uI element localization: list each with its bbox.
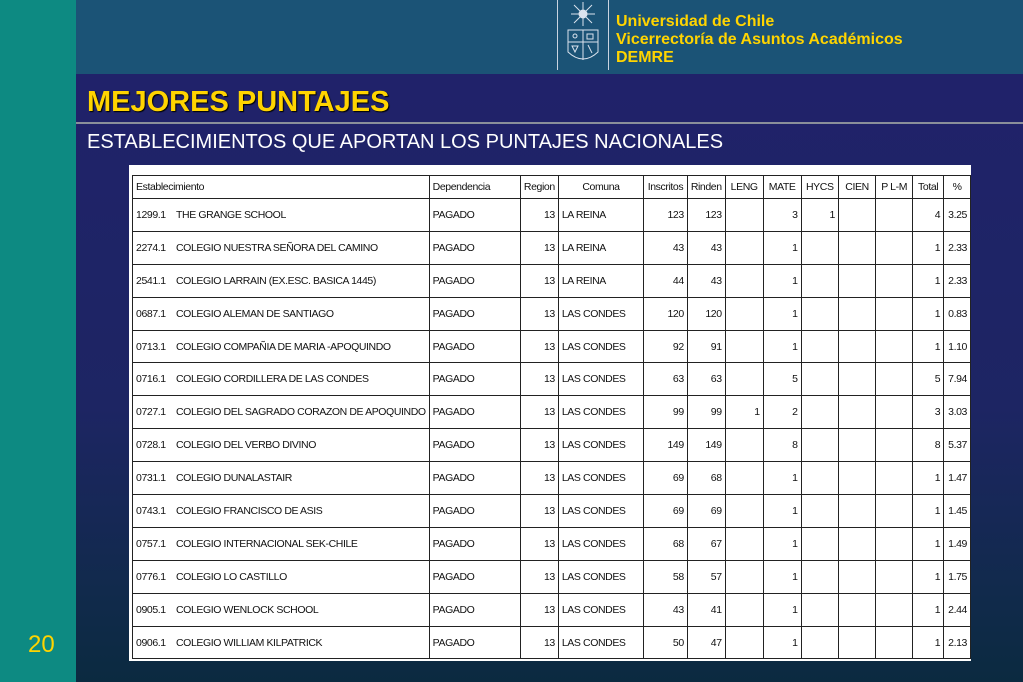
cell-hycs [801, 626, 838, 659]
cell-total: 1 [913, 560, 944, 593]
establecimiento-code: 0743.1 [136, 504, 166, 517]
cell-percent: 2.33 [944, 264, 971, 297]
cell-percent: 2.33 [944, 231, 971, 264]
cell-inscritos: 120 [644, 297, 688, 330]
establecimiento-name: COLEGIO COMPAÑIA DE MARIA -APOQUINDO [176, 340, 391, 353]
cell-plm [876, 264, 913, 297]
cell-hycs [801, 560, 838, 593]
cell-leng [725, 264, 763, 297]
cell-rinden: 41 [687, 593, 725, 626]
cell-hycs [801, 462, 838, 495]
title-divider [76, 122, 1023, 124]
vicerrectoria-name: Vicerrectoría de Asuntos Académicos [616, 31, 903, 48]
cell-inscritos: 68 [644, 527, 688, 560]
cell-inscritos: 69 [644, 495, 688, 528]
cell-establecimiento [133, 626, 430, 659]
cell-hycs [801, 297, 838, 330]
establecimiento-name: COLEGIO NUESTRA SEÑORA DEL CAMINO [176, 241, 378, 254]
cell-hycs [801, 396, 838, 429]
cell-plm [876, 363, 913, 396]
cell-establecimiento [133, 297, 430, 330]
col-header-plm: P L-M [876, 176, 913, 199]
cell-inscritos: 43 [644, 593, 688, 626]
results-table-container [129, 165, 971, 661]
cell-cien [838, 231, 875, 264]
cell-inscritos: 58 [644, 560, 688, 593]
cell-cien [838, 363, 875, 396]
establecimiento-code: 0713.1 [136, 340, 166, 353]
cell-mate: 1 [763, 297, 801, 330]
cell-region: 13 [520, 429, 558, 462]
cell-dependencia: PAGADO [429, 297, 520, 330]
cell-hycs [801, 429, 838, 462]
establecimiento-name: COLEGIO DUNALASTAIR [176, 472, 292, 485]
university-header-text [616, 13, 903, 67]
cell-total: 5 [913, 363, 944, 396]
establecimiento-code: 0731.1 [136, 472, 166, 485]
cell-mate: 2 [763, 396, 801, 429]
cell-rinden: 149 [687, 429, 725, 462]
cell-leng [725, 462, 763, 495]
cell-establecimiento [133, 264, 430, 297]
table-row [133, 297, 971, 330]
cell-leng [725, 527, 763, 560]
cell-comuna: LAS CONDES [558, 429, 643, 462]
cell-comuna: LAS CONDES [558, 626, 643, 659]
cell-inscritos: 44 [644, 264, 688, 297]
cell-rinden: 63 [687, 363, 725, 396]
col-header-percent: % [944, 176, 971, 199]
cell-leng [725, 330, 763, 363]
col-header-total: Total [913, 176, 944, 199]
cell-establecimiento [133, 495, 430, 528]
col-header-comuna: Comuna [558, 176, 643, 199]
establecimiento-code: 0687.1 [136, 307, 166, 320]
cell-rinden: 123 [687, 199, 725, 232]
cell-rinden: 57 [687, 560, 725, 593]
cell-leng [725, 297, 763, 330]
cell-dependencia: PAGADO [429, 462, 520, 495]
cell-percent: 0.83 [944, 297, 971, 330]
cell-cien [838, 429, 875, 462]
cell-mate: 1 [763, 560, 801, 593]
cell-establecimiento [133, 231, 430, 264]
cell-inscritos: 92 [644, 330, 688, 363]
cell-dependencia: PAGADO [429, 396, 520, 429]
cell-leng [725, 231, 763, 264]
cell-hycs [801, 363, 838, 396]
cell-region: 13 [520, 199, 558, 232]
col-header-hycs: HYCS [801, 176, 838, 199]
cell-dependencia: PAGADO [429, 626, 520, 659]
slide-title: MEJORES PUNTAJES [87, 86, 390, 118]
cell-inscritos: 123 [644, 199, 688, 232]
cell-rinden: 91 [687, 330, 725, 363]
cell-inscritos: 43 [644, 231, 688, 264]
cell-plm [876, 199, 913, 232]
cell-region: 13 [520, 330, 558, 363]
cell-rinden: 68 [687, 462, 725, 495]
cell-dependencia: PAGADO [429, 330, 520, 363]
cell-region: 13 [520, 495, 558, 528]
cell-percent: 2.13 [944, 626, 971, 659]
cell-leng [725, 593, 763, 626]
cell-comuna: LAS CONDES [558, 363, 643, 396]
cell-cien [838, 593, 875, 626]
cell-percent: 1.47 [944, 462, 971, 495]
establecimiento-code: 0727.1 [136, 406, 166, 419]
table-row [133, 330, 971, 363]
cell-plm [876, 231, 913, 264]
cell-percent: 1.75 [944, 560, 971, 593]
establecimiento-name: COLEGIO ALEMAN DE SANTIAGO [176, 307, 334, 320]
establecimiento-name: THE GRANGE SCHOOL [176, 208, 286, 221]
establecimiento-name: COLEGIO LARRAIN (EX.ESC. BASICA 1445) [176, 274, 376, 287]
cell-total: 1 [913, 264, 944, 297]
cell-establecimiento [133, 593, 430, 626]
cell-mate: 1 [763, 527, 801, 560]
cell-establecimiento [133, 462, 430, 495]
table-row [133, 199, 971, 232]
page-number: 20 [28, 631, 55, 658]
cell-comuna: LAS CONDES [558, 462, 643, 495]
cell-comuna: LAS CONDES [558, 593, 643, 626]
cell-establecimiento [133, 429, 430, 462]
cell-dependencia: PAGADO [429, 527, 520, 560]
establecimiento-code: 2274.1 [136, 241, 166, 254]
cell-dependencia: PAGADO [429, 560, 520, 593]
establecimiento-name: COLEGIO DEL VERBO DIVINO [176, 439, 316, 452]
establecimiento-code: 0905.1 [136, 603, 166, 616]
establecimiento-name: COLEGIO CORDILLERA DE LAS CONDES [176, 373, 369, 386]
cell-dependencia: PAGADO [429, 264, 520, 297]
cell-rinden: 69 [687, 495, 725, 528]
cell-cien [838, 199, 875, 232]
cell-hycs [801, 593, 838, 626]
table-row [133, 264, 971, 297]
table-row [133, 560, 971, 593]
table-row [133, 495, 971, 528]
table-header-row [133, 176, 971, 199]
left-accent-bar [0, 0, 76, 682]
cell-cien [838, 527, 875, 560]
establecimiento-name: COLEGIO DEL SAGRADO CORAZON DE APOQUINDO [176, 406, 426, 419]
table-row [133, 429, 971, 462]
cell-hycs [801, 527, 838, 560]
cell-percent: 1.45 [944, 495, 971, 528]
cell-establecimiento [133, 560, 430, 593]
cell-leng [725, 199, 763, 232]
cell-comuna: LA REINA [558, 231, 643, 264]
cell-total: 4 [913, 199, 944, 232]
cell-dependencia: PAGADO [429, 199, 520, 232]
cell-establecimiento [133, 330, 430, 363]
col-header-rinden: Rinden [687, 176, 725, 199]
cell-total: 1 [913, 231, 944, 264]
table-row [133, 231, 971, 264]
cell-cien [838, 330, 875, 363]
establecimiento-name: COLEGIO WENLOCK SCHOOL [176, 603, 319, 616]
cell-leng [725, 626, 763, 659]
cell-region: 13 [520, 626, 558, 659]
cell-inscritos: 50 [644, 626, 688, 659]
establecimiento-name: COLEGIO WILLIAM KILPATRICK [176, 636, 323, 649]
cell-cien [838, 626, 875, 659]
cell-percent: 3.03 [944, 396, 971, 429]
cell-hycs [801, 231, 838, 264]
cell-inscritos: 63 [644, 363, 688, 396]
cell-dependencia: PAGADO [429, 495, 520, 528]
cell-region: 13 [520, 264, 558, 297]
cell-mate: 1 [763, 231, 801, 264]
cell-hycs: 1 [801, 199, 838, 232]
cell-dependencia: PAGADO [429, 429, 520, 462]
cell-percent: 7.94 [944, 363, 971, 396]
cell-plm [876, 527, 913, 560]
cell-dependencia: PAGADO [429, 363, 520, 396]
cell-region: 13 [520, 396, 558, 429]
cell-total: 1 [913, 330, 944, 363]
cell-cien [838, 495, 875, 528]
table-body [133, 199, 971, 659]
cell-comuna: LA REINA [558, 199, 643, 232]
establecimiento-name: COLEGIO INTERNACIONAL SEK-CHILE [176, 537, 358, 550]
cell-mate: 1 [763, 330, 801, 363]
university-name: Universidad de Chile [616, 13, 775, 30]
cell-percent: 2.44 [944, 593, 971, 626]
cell-cien [838, 297, 875, 330]
cell-establecimiento [133, 396, 430, 429]
cell-mate: 1 [763, 593, 801, 626]
cell-total: 1 [913, 495, 944, 528]
unit-name: DEMRE [616, 49, 674, 66]
cell-leng [725, 495, 763, 528]
col-header-region: Region [520, 176, 558, 199]
cell-cien [838, 264, 875, 297]
establecimiento-code: 0906.1 [136, 636, 166, 649]
col-header-mate: MATE [763, 176, 801, 199]
cell-total: 1 [913, 527, 944, 560]
table-row [133, 527, 971, 560]
cell-dependencia: PAGADO [429, 593, 520, 626]
cell-establecimiento [133, 527, 430, 560]
cell-rinden: 67 [687, 527, 725, 560]
cell-rinden: 47 [687, 626, 725, 659]
table-row [133, 396, 971, 429]
results-table [132, 175, 971, 659]
col-header-leng: LENG [725, 176, 763, 199]
cell-cien [838, 560, 875, 593]
cell-comuna: LAS CONDES [558, 396, 643, 429]
cell-establecimiento [133, 363, 430, 396]
cell-leng [725, 429, 763, 462]
cell-plm [876, 330, 913, 363]
establecimiento-name: COLEGIO LO CASTILLO [176, 570, 287, 583]
cell-rinden: 120 [687, 297, 725, 330]
cell-region: 13 [520, 297, 558, 330]
cell-region: 13 [520, 231, 558, 264]
cell-comuna: LA REINA [558, 264, 643, 297]
cell-region: 13 [520, 363, 558, 396]
cell-rinden: 43 [687, 264, 725, 297]
establecimiento-code: 0716.1 [136, 373, 166, 386]
cell-region: 13 [520, 560, 558, 593]
cell-plm [876, 462, 913, 495]
col-header-establecimiento: Establecimiento [133, 176, 430, 199]
cell-leng: 1 [725, 396, 763, 429]
cell-comuna: LAS CONDES [558, 560, 643, 593]
cell-inscritos: 99 [644, 396, 688, 429]
cell-cien [838, 396, 875, 429]
cell-plm [876, 297, 913, 330]
table-row [133, 363, 971, 396]
cell-percent: 1.10 [944, 330, 971, 363]
col-header-dependencia: Dependencia [429, 176, 520, 199]
cell-plm [876, 626, 913, 659]
cell-mate: 1 [763, 626, 801, 659]
establecimiento-code: 0776.1 [136, 570, 166, 583]
cell-total: 1 [913, 593, 944, 626]
cell-rinden: 99 [687, 396, 725, 429]
cell-inscritos: 149 [644, 429, 688, 462]
cell-comuna: LAS CONDES [558, 297, 643, 330]
cell-percent: 3.25 [944, 199, 971, 232]
table-row [133, 462, 971, 495]
slide-subtitle: ESTABLECIMIENTOS QUE APORTAN LOS PUNTAJES NACIONALES [87, 131, 724, 153]
cell-hycs [801, 264, 838, 297]
establecimiento-code: 0728.1 [136, 439, 166, 452]
establecimiento-code: 2541.1 [136, 274, 166, 287]
university-logo-icon [557, 0, 609, 70]
cell-dependencia: PAGADO [429, 231, 520, 264]
cell-total: 1 [913, 626, 944, 659]
cell-plm [876, 396, 913, 429]
establecimiento-name: COLEGIO FRANCISCO DE ASIS [176, 504, 323, 517]
establecimiento-code: 1299.1 [136, 208, 166, 221]
cell-hycs [801, 330, 838, 363]
cell-comuna: LAS CONDES [558, 330, 643, 363]
cell-mate: 5 [763, 363, 801, 396]
cell-mate: 3 [763, 199, 801, 232]
cell-mate: 8 [763, 429, 801, 462]
cell-leng [725, 363, 763, 396]
col-header-cien: CIEN [838, 176, 875, 199]
cell-inscritos: 69 [644, 462, 688, 495]
cell-comuna: LAS CONDES [558, 527, 643, 560]
cell-establecimiento [133, 199, 430, 232]
cell-hycs [801, 495, 838, 528]
cell-plm [876, 429, 913, 462]
cell-plm [876, 495, 913, 528]
cell-total: 3 [913, 396, 944, 429]
cell-total: 8 [913, 429, 944, 462]
cell-total: 1 [913, 462, 944, 495]
cell-mate: 1 [763, 495, 801, 528]
cell-cien [838, 462, 875, 495]
table-row [133, 626, 971, 659]
table-row [133, 593, 971, 626]
cell-plm [876, 560, 913, 593]
cell-mate: 1 [763, 264, 801, 297]
establecimiento-code: 0757.1 [136, 537, 166, 550]
cell-mate: 1 [763, 462, 801, 495]
cell-percent: 1.49 [944, 527, 971, 560]
cell-rinden: 43 [687, 231, 725, 264]
cell-region: 13 [520, 462, 558, 495]
cell-comuna: LAS CONDES [558, 495, 643, 528]
cell-region: 13 [520, 527, 558, 560]
cell-plm [876, 593, 913, 626]
cell-percent: 5.37 [944, 429, 971, 462]
cell-region: 13 [520, 593, 558, 626]
cell-total: 1 [913, 297, 944, 330]
cell-leng [725, 560, 763, 593]
col-header-inscritos: Inscritos [644, 176, 688, 199]
